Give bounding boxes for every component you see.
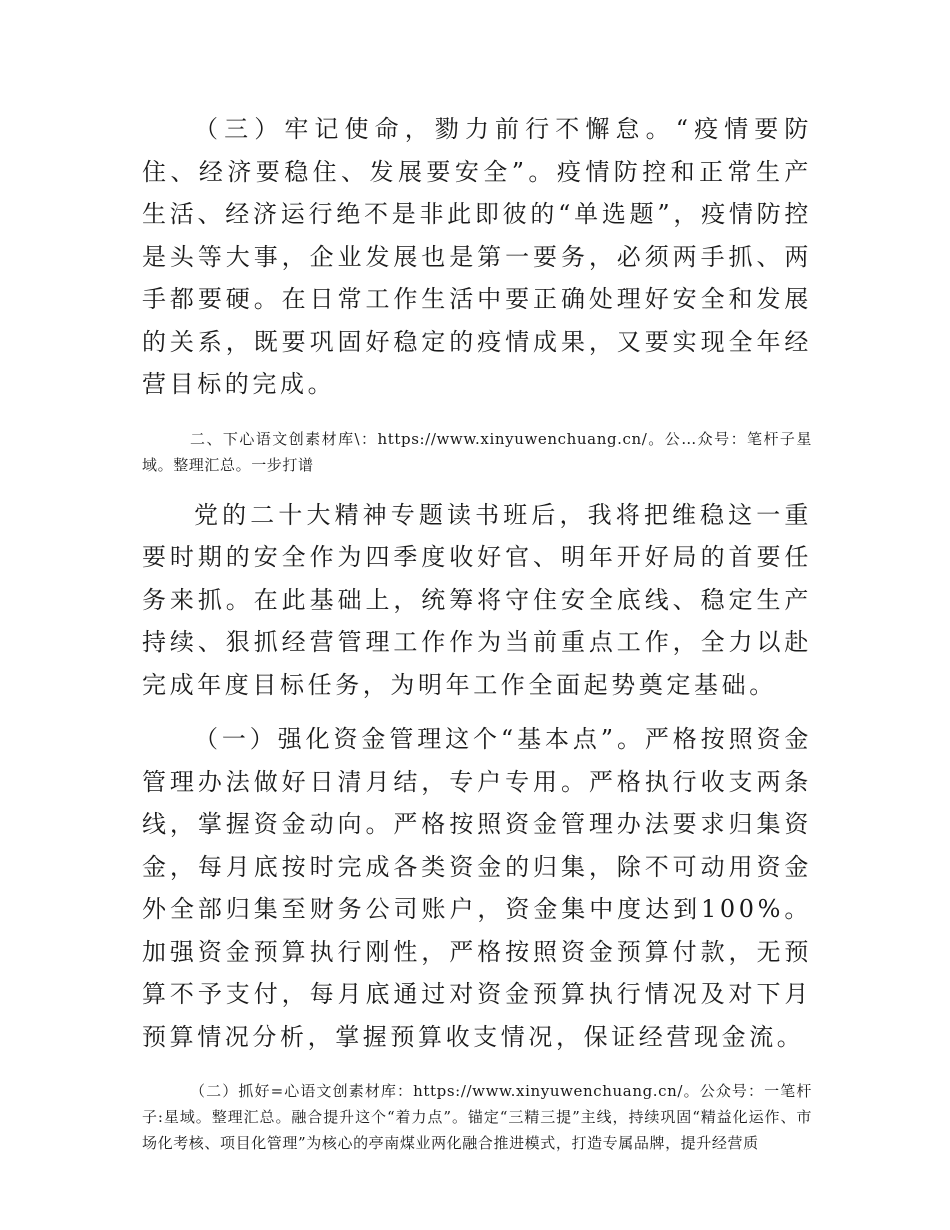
paragraph-mission: （三）牢记使命，勠力前行不懈怠。“疫情要防住、经济要稳住、发展要安全”。疫情防控和正常生产生活、经济运行绝不是非此即彼的“单选题”，疫情防控是头等大事，企业发展也是第一要务，必须两手抓、两手都要硬。在日常工作生活中要正确处理好安全和发展的关系，既要巩固好稳定的疫情成果，又要实现全年经营目标的完成。 — [142, 115, 812, 398]
paragraph-fund-management: （一）强化资金管理这个“基本点”。严格按照资金管理办法做好日清月结，专户专用。严格执行收支两条线，掌握资金动向。严格按照资金管理办法要求归集资金，每月底按时完成各类资金的归集，除不可动用资金外全部归集至财务公司账户，资金集中度达到100%。加强资金预算执行刚性，严格按照资金预算付款，无预算不予支付，每月底通过对资金预算执行情况及对下月预算情况分析，掌握预算收支情况，保证经营现金流。 — [142, 725, 812, 1051]
paragraph-integration-improvement: （二）抓好=心语文创素材库：https://www.xinyuwenchuang.cn/。公众号：一笔杆子:星域。整理汇总。融合提升这个“着力点”。锚定“三精三提”主线，持续巩固“精益化运作、市场化考核、项目化管理”为核心的亭南煤业两化融合推进模式，打造专属品牌，提升经营质 — [142, 1082, 812, 1152]
paragraph-security-priority: 党的二十大精神专题读书班后，我将把维稳这一重要时期的安全作为四季度收好官、明年开好局的首要任务来抓。在此基础上，统筹将守住安全底线、稳定生产持续、狠抓经营管理工作作为当前重点工作，全力以赴完成年度目标任务，为明年工作全面起势奠定基础。 — [142, 500, 812, 699]
document-page — [142, 108, 812, 1156]
paragraph-section-two-heading: 二、下心语文创素材库\：https://www.xinyuwenchuang.cn/。公…众号：笔杆子星域。整理汇总。一步打谱 — [142, 429, 812, 474]
